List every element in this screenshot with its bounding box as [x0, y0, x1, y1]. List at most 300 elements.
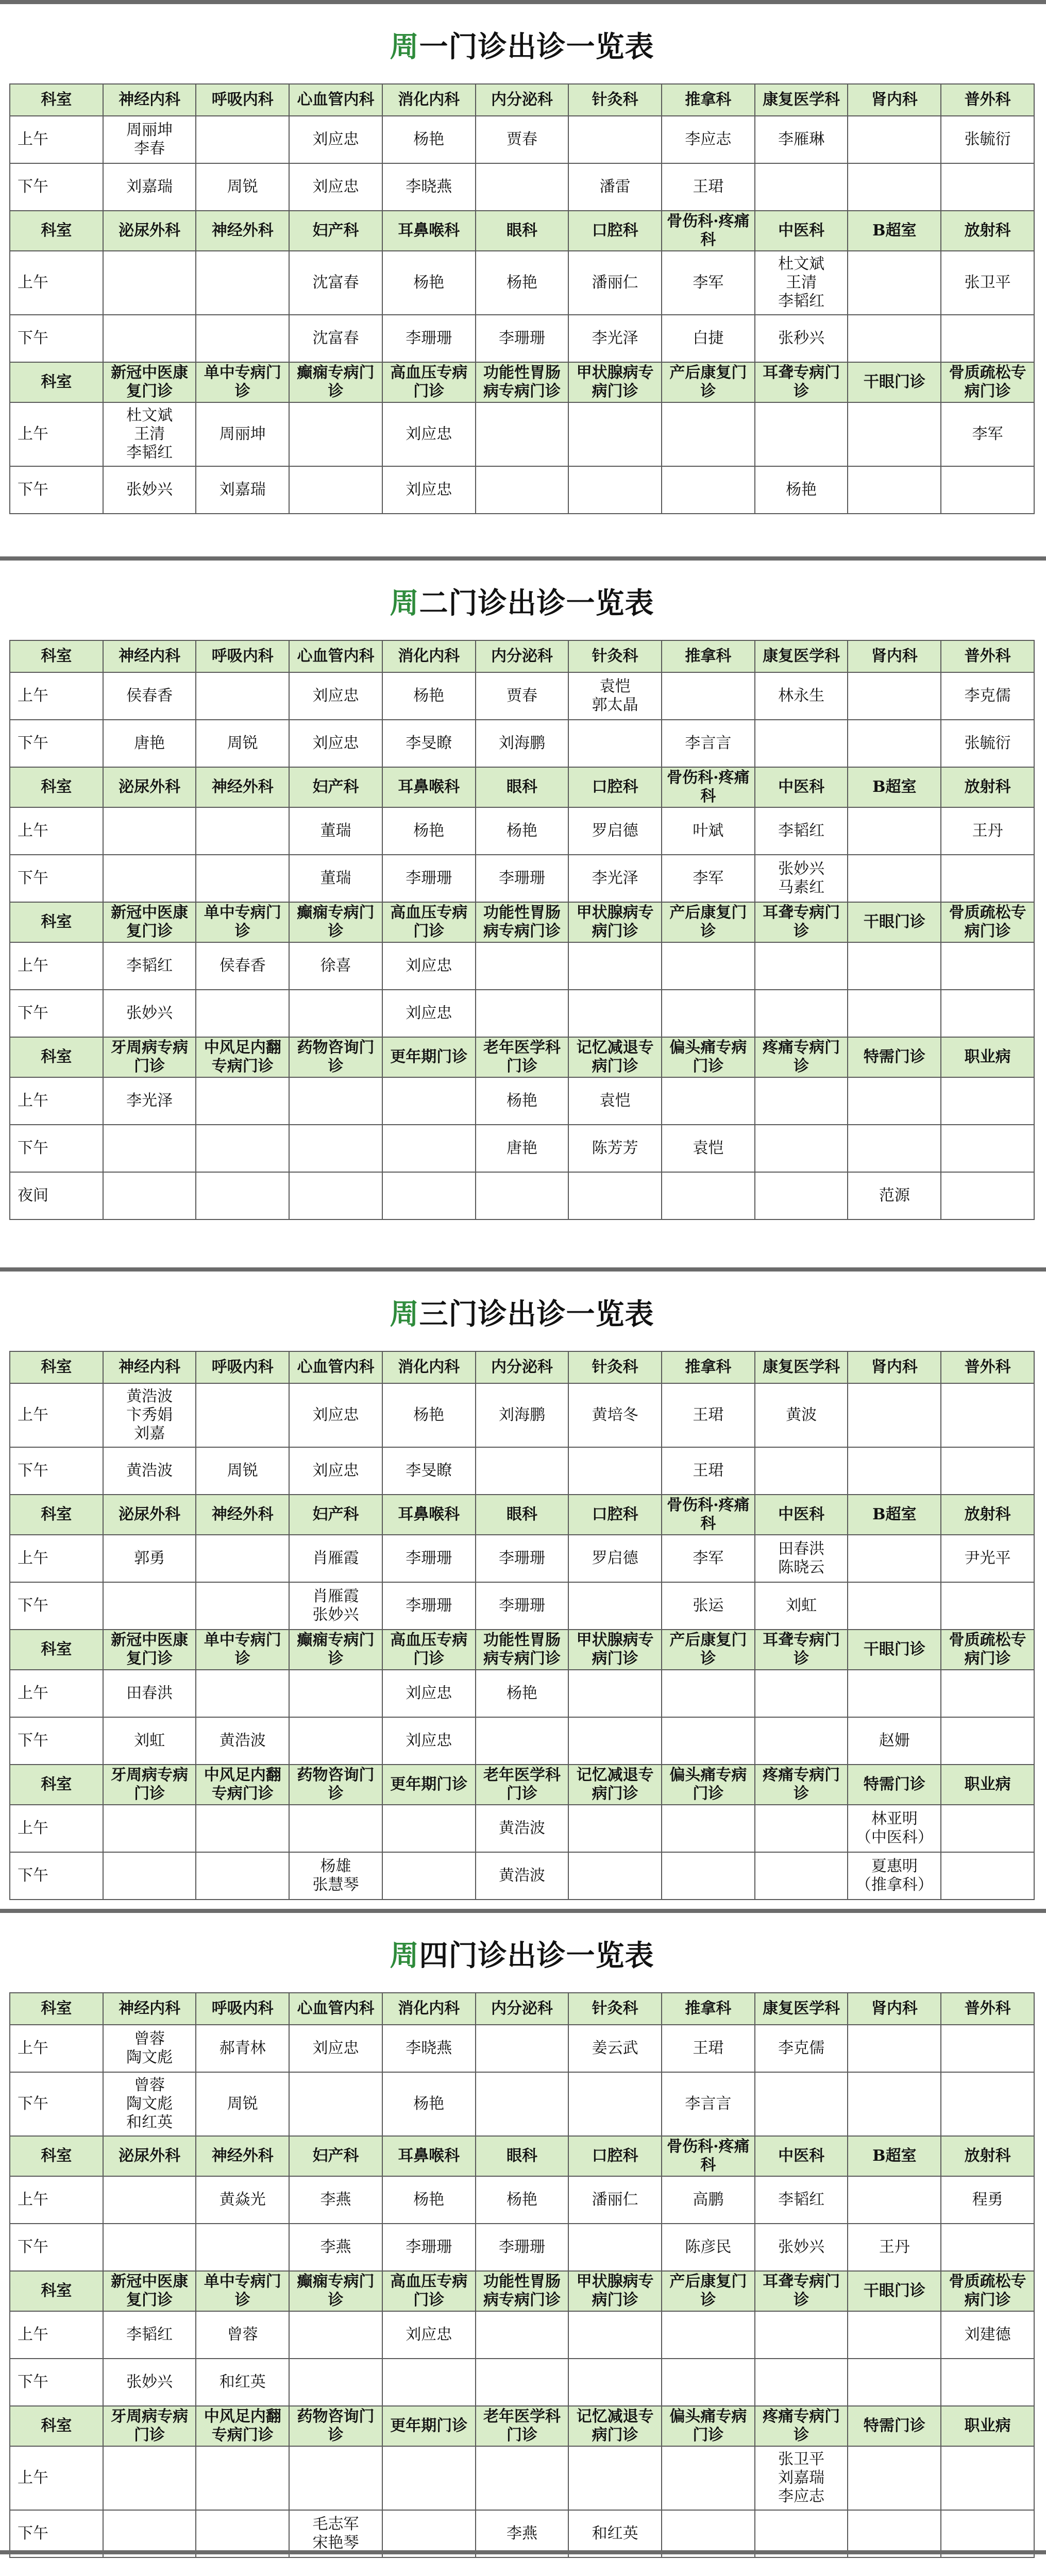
doctor-cell: 李韬红: [103, 942, 196, 990]
header-cell-department: 神经外科: [196, 767, 289, 807]
doctor-cell: 刘海鹏: [476, 720, 569, 767]
doctor-cell: [103, 2224, 196, 2271]
time-slot-cell: 上午: [10, 402, 103, 466]
header-cell-department: 心血管内科: [289, 1351, 382, 1383]
header-cell-department: 肾内科: [848, 84, 941, 116]
header-cell-department: 甲状腺病专病门诊: [568, 902, 662, 942]
day-label-first-char: 周: [390, 1297, 419, 1331]
doctor-cell: 王珺: [662, 163, 755, 211]
table-row: [10, 1125, 1034, 1172]
doctor-cell: [196, 1805, 289, 1852]
header-cell-department: 新冠中医康复门诊: [103, 1630, 196, 1670]
doctor-cell: 李军: [941, 402, 1034, 466]
doctor-cell: 侯春香: [103, 672, 196, 720]
doctor-cell: [755, 2072, 848, 2136]
doctor-cell: [941, 1805, 1034, 1852]
header-row: [10, 84, 1034, 116]
doctor-cell: 杨艳: [476, 807, 569, 855]
header-cell-department: 耳鼻喉科: [382, 2136, 476, 2176]
header-cell-dept-label: 科室: [10, 1765, 103, 1805]
doctor-cell: [662, 402, 755, 466]
doctor-cell: 陈彦民: [662, 2224, 755, 2271]
header-cell-department: 呼吸内科: [196, 1993, 289, 2025]
doctor-cell: 白捷: [662, 315, 755, 362]
doctor-cell: [196, 807, 289, 855]
doctor-cell: 潘丽仁: [568, 251, 662, 315]
doctor-cell: 李光泽: [568, 315, 662, 362]
header-cell-department: 耳聋专病门诊: [755, 902, 848, 942]
day-label-first-char: 周: [390, 1939, 419, 1973]
doctor-cell: 杨艳: [382, 2072, 476, 2136]
doctor-cell: 曾蓉: [196, 2311, 289, 2359]
header-cell-department: 眼科: [476, 1495, 569, 1535]
doctor-cell: [848, 1535, 941, 1582]
doctor-cell: 李珊珊: [382, 1535, 476, 1582]
header-cell-department: 骨质疏松专病门诊: [941, 1630, 1034, 1670]
doctor-cell: 潘雷: [568, 163, 662, 211]
table-row: [10, 672, 1034, 720]
table-row: [10, 2359, 1034, 2406]
doctor-cell: [848, 1077, 941, 1125]
header-cell-department: 中医科: [755, 1495, 848, 1535]
header-row: [10, 2406, 1034, 2446]
table-row: [10, 1717, 1034, 1765]
table-row: [10, 1582, 1034, 1630]
doctor-cell: 姜云武: [568, 2025, 662, 2072]
header-cell-dept-label: 科室: [10, 2406, 103, 2446]
doctor-cell: 范源: [848, 1172, 941, 1219]
schedule-table: [9, 1992, 1035, 2558]
time-slot-cell: 上午: [10, 2176, 103, 2224]
doctor-cell: [848, 2072, 941, 2136]
doctor-cell: [103, 2446, 196, 2510]
doctor-cell: [848, 466, 941, 514]
doctor-cell: 李珊珊: [382, 2224, 476, 2271]
doctor-cell: [476, 1172, 569, 1219]
doctor-cell: [476, 2072, 569, 2136]
time-slot-cell: 下午: [10, 855, 103, 902]
doctor-cell: [196, 1670, 289, 1717]
doctor-cell: 黄浩波: [103, 1447, 196, 1495]
time-slot-cell: 上午: [10, 942, 103, 990]
doctor-cell: [289, 466, 382, 514]
doctor-cell: [755, 1717, 848, 1765]
doctor-cell: [568, 720, 662, 767]
header-cell-department: 妇产科: [289, 211, 382, 251]
doctor-cell: 曾蓉 陶文彪: [103, 2025, 196, 2072]
header-cell-department: 老年医学科门诊: [476, 1037, 569, 1077]
doctor-cell: 杨艳: [382, 1383, 476, 1447]
time-slot-cell: 下午: [10, 2072, 103, 2136]
header-cell-department: 中风足内翻专病门诊: [196, 1765, 289, 1805]
doctor-cell: [755, 942, 848, 990]
doctor-cell: 张秒兴: [755, 315, 848, 362]
header-cell-department: 耳鼻喉科: [382, 1495, 476, 1535]
header-cell-department: 耳鼻喉科: [382, 767, 476, 807]
doctor-cell: 张妙兴: [103, 466, 196, 514]
table-row: [10, 942, 1034, 990]
doctor-cell: [941, 990, 1034, 1037]
time-slot-cell: 上午: [10, 807, 103, 855]
header-cell-department: 耳聋专病门诊: [755, 362, 848, 402]
header-cell-department: 针灸科: [568, 84, 662, 116]
doctor-cell: 杨雄 张慧琴: [289, 1852, 382, 1900]
doctor-cell: 和红英: [196, 2359, 289, 2406]
doctor-cell: [103, 1805, 196, 1852]
doctor-cell: 刘应忠: [382, 990, 476, 1037]
doctor-cell: [289, 1125, 382, 1172]
header-cell-department: 康复医学科: [755, 84, 848, 116]
doctor-cell: 杨艳: [382, 251, 476, 315]
header-cell-department: 眼科: [476, 211, 569, 251]
header-cell-department: B超室: [848, 1495, 941, 1535]
time-slot-cell: 上午: [10, 672, 103, 720]
header-cell-department: 偏头痛专病门诊: [662, 2406, 755, 2446]
doctor-cell: [848, 1383, 941, 1447]
header-cell-department: 干眼门诊: [848, 2271, 941, 2311]
doctor-cell: [196, 1077, 289, 1125]
doctor-cell: 周丽坤 李春: [103, 116, 196, 163]
doctor-cell: [848, 990, 941, 1037]
doctor-cell: 侯春香: [196, 942, 289, 990]
doctor-cell: 沈富春: [289, 315, 382, 362]
doctor-cell: [941, 466, 1034, 514]
schedule-section: [0, 0, 1046, 556]
doctor-cell: 李雁琳: [755, 116, 848, 163]
header-cell-department: 记忆减退专病门诊: [568, 1037, 662, 1077]
doctor-cell: [476, 2446, 569, 2510]
doctor-cell: [941, 2359, 1034, 2406]
header-cell-dept-label: 科室: [10, 902, 103, 942]
table-row: [10, 807, 1034, 855]
header-cell-department: 癫痫专病门诊: [289, 1630, 382, 1670]
time-slot-cell: 下午: [10, 1717, 103, 1765]
doctor-cell: [476, 163, 569, 211]
doctor-cell: 黄浩波: [476, 1852, 569, 1900]
time-slot-cell: 下午: [10, 315, 103, 362]
header-cell-department: 内分泌科: [476, 640, 569, 672]
table-row: [10, 466, 1034, 514]
doctor-cell: [662, 1805, 755, 1852]
header-cell-department: 药物咨询门诊: [289, 1765, 382, 1805]
doctor-cell: 杨艳: [476, 1670, 569, 1717]
header-cell-department: 口腔科: [568, 767, 662, 807]
header-row: [10, 902, 1034, 942]
header-cell-department: 中医科: [755, 211, 848, 251]
header-cell-department: 口腔科: [568, 2136, 662, 2176]
header-cell-department: 内分泌科: [476, 84, 569, 116]
header-cell-department: 功能性胃肠病专病门诊: [476, 362, 569, 402]
doctor-cell: [476, 942, 569, 990]
doctor-cell: [755, 1670, 848, 1717]
doctor-cell: [662, 2359, 755, 2406]
doctor-cell: [289, 1670, 382, 1717]
doctor-cell: [382, 2446, 476, 2510]
header-cell-department: 针灸科: [568, 1993, 662, 2025]
doctor-cell: [848, 942, 941, 990]
header-cell-department: 记忆减退专病门诊: [568, 1765, 662, 1805]
schedule-table: [9, 1351, 1035, 1900]
time-slot-cell: 下午: [10, 2224, 103, 2271]
time-slot-cell: 下午: [10, 1852, 103, 1900]
doctor-cell: [941, 855, 1034, 902]
doctor-cell: 黄培冬: [568, 1383, 662, 1447]
doctor-cell: [662, 990, 755, 1037]
doctor-cell: 刘应忠: [289, 116, 382, 163]
schedule-table: [9, 640, 1035, 1220]
table-row: [10, 116, 1034, 163]
doctor-cell: 高鹏: [662, 2176, 755, 2224]
schedule-section: [0, 1909, 1046, 2550]
doctor-cell: [848, 402, 941, 466]
doctor-cell: [941, 2072, 1034, 2136]
header-cell-department: 高血压专病门诊: [382, 362, 476, 402]
header-cell-department: 耳聋专病门诊: [755, 1630, 848, 1670]
header-cell-department: 新冠中医康复门诊: [103, 2271, 196, 2311]
time-slot-cell: 下午: [10, 466, 103, 514]
doctor-cell: 王珺: [662, 1383, 755, 1447]
table-row: [10, 1383, 1034, 1447]
doctor-cell: 田春洪: [103, 1670, 196, 1717]
doctor-cell: 李光泽: [103, 1077, 196, 1125]
table-row: [10, 402, 1034, 466]
doctor-cell: [476, 1717, 569, 1765]
doctor-cell: 肖雁霞: [289, 1535, 382, 1582]
doctor-cell: [289, 990, 382, 1037]
header-cell-department: 推拿科: [662, 640, 755, 672]
header-row: [10, 767, 1034, 807]
header-cell-department: 肾内科: [848, 1993, 941, 2025]
doctor-cell: [662, 1852, 755, 1900]
doctor-cell: [848, 116, 941, 163]
doctor-cell: [568, 466, 662, 514]
doctor-cell: [568, 942, 662, 990]
doctor-cell: 李克儒: [755, 2025, 848, 2072]
header-cell-department: 产后康复门诊: [662, 1630, 755, 1670]
table-row: [10, 2224, 1034, 2271]
doctor-cell: 张妙兴 马素红: [755, 855, 848, 902]
doctor-cell: [941, 163, 1034, 211]
doctor-cell: [476, 2311, 569, 2359]
doctor-cell: 陈芳芳: [568, 1125, 662, 1172]
header-cell-department: 癫痫专病门诊: [289, 2271, 382, 2311]
doctor-cell: 刘应忠: [382, 2311, 476, 2359]
header-cell-dept-label: 科室: [10, 1495, 103, 1535]
doctor-cell: 徐喜: [289, 942, 382, 990]
doctor-cell: 刘应忠: [382, 942, 476, 990]
header-cell-department: 特需门诊: [848, 1765, 941, 1805]
doctor-cell: [848, 855, 941, 902]
doctor-cell: [196, 2446, 289, 2510]
header-row: [10, 1993, 1034, 2025]
header-cell-department: 神经内科: [103, 1351, 196, 1383]
doctor-cell: 夏惠明 （推拿科）: [848, 1852, 941, 1900]
doctor-cell: [848, 672, 941, 720]
header-cell-department: 放射科: [941, 2136, 1034, 2176]
header-cell-department: 干眼门诊: [848, 362, 941, 402]
doctor-cell: [476, 2359, 569, 2406]
doctor-cell: 李光泽: [568, 855, 662, 902]
doctor-cell: [848, 2025, 941, 2072]
day-label-rest: 三门诊出诊一览表: [419, 1297, 654, 1331]
doctor-cell: [848, 1582, 941, 1630]
header-cell-department: 耳鼻喉科: [382, 211, 476, 251]
header-cell-department: 高血压专病门诊: [382, 2271, 476, 2311]
doctor-cell: 沈富春: [289, 251, 382, 315]
header-cell-department: 眼科: [476, 767, 569, 807]
doctor-cell: 杨艳: [382, 2176, 476, 2224]
doctor-cell: [662, 1670, 755, 1717]
doctor-cell: 周锐: [196, 720, 289, 767]
doctor-cell: [941, 1125, 1034, 1172]
time-slot-cell: 上午: [10, 116, 103, 163]
doctor-cell: [848, 1447, 941, 1495]
doctor-cell: [941, 942, 1034, 990]
table-row: [10, 1805, 1034, 1852]
header-cell-department: 老年医学科门诊: [476, 1765, 569, 1805]
header-cell-department: 放射科: [941, 767, 1034, 807]
header-cell-department: 肾内科: [848, 640, 941, 672]
table-row: [10, 2446, 1034, 2510]
doctor-cell: [662, 2311, 755, 2359]
doctor-cell: 李燕: [289, 2176, 382, 2224]
doctor-cell: 贾春: [476, 116, 569, 163]
doctor-cell: [848, 2446, 941, 2510]
doctor-cell: [382, 2359, 476, 2406]
doctor-cell: 黄浩波: [196, 1717, 289, 1765]
doctor-cell: [568, 116, 662, 163]
doctor-cell: [568, 2446, 662, 2510]
doctor-cell: 罗启德: [568, 1535, 662, 1582]
doctor-cell: 李克儒: [941, 672, 1034, 720]
doctor-cell: 贾春: [476, 672, 569, 720]
time-slot-cell: 下午: [10, 1582, 103, 1630]
header-cell-department: 职业病: [941, 2406, 1034, 2446]
doctor-cell: [568, 1670, 662, 1717]
doctor-cell: 和红英: [568, 2510, 662, 2557]
doctor-cell: 张卫平 刘嘉瑞 李应志: [755, 2446, 848, 2510]
header-cell-department: 功能性胃肠病专病门诊: [476, 1630, 569, 1670]
doctor-cell: 张毓衍: [941, 720, 1034, 767]
doctor-cell: 李应志: [662, 116, 755, 163]
header-cell-department: 疼痛专病门诊: [755, 2406, 848, 2446]
header-cell-dept-label: 科室: [10, 1037, 103, 1077]
doctor-cell: [941, 1447, 1034, 1495]
header-cell-dept-label: 科室: [10, 1630, 103, 1670]
doctor-cell: [568, 2224, 662, 2271]
doctor-cell: [568, 1582, 662, 1630]
header-cell-department: 内分泌科: [476, 1351, 569, 1383]
doctor-cell: [755, 1125, 848, 1172]
doctor-cell: [196, 1535, 289, 1582]
doctor-cell: 周锐: [196, 163, 289, 211]
doctor-cell: [941, 1670, 1034, 1717]
header-cell-department: 呼吸内科: [196, 84, 289, 116]
header-cell-department: 心血管内科: [289, 640, 382, 672]
header-cell-department: 干眼门诊: [848, 1630, 941, 1670]
doctor-cell: 董瑞: [289, 855, 382, 902]
doctor-cell: [476, 990, 569, 1037]
doctor-cell: 李燕: [289, 2224, 382, 2271]
doctor-cell: [755, 1447, 848, 1495]
doctor-cell: 刘应忠: [382, 1717, 476, 1765]
header-cell-department: 特需门诊: [848, 2406, 941, 2446]
doctor-cell: [568, 2072, 662, 2136]
header-cell-department: 疼痛专病门诊: [755, 1765, 848, 1805]
doctor-cell: 李军: [662, 1535, 755, 1582]
header-cell-department: 更年期门诊: [382, 2406, 476, 2446]
header-cell-department: B超室: [848, 767, 941, 807]
day-label-first-char: 周: [390, 586, 419, 620]
doctor-cell: 张毓衍: [941, 116, 1034, 163]
doctor-cell: [941, 315, 1034, 362]
doctor-cell: 杨艳: [382, 807, 476, 855]
doctor-cell: [196, 1383, 289, 1447]
doctor-cell: [755, 1805, 848, 1852]
doctor-cell: [941, 1717, 1034, 1765]
header-cell-department: 中风足内翻专病门诊: [196, 1037, 289, 1077]
doctor-cell: [941, 1582, 1034, 1630]
doctor-cell: 刘虹: [755, 1582, 848, 1630]
doctor-cell: [196, 1125, 289, 1172]
header-cell-department: 更年期门诊: [382, 1765, 476, 1805]
doctor-cell: [476, 466, 569, 514]
doctor-cell: [476, 1447, 569, 1495]
header-cell-department: 骨伤科·疼痛科: [662, 211, 755, 251]
header-cell-department: 泌尿外科: [103, 211, 196, 251]
header-cell-department: 神经外科: [196, 1495, 289, 1535]
doctor-cell: 杜文斌 王清 李韬红: [755, 251, 848, 315]
doctor-cell: [103, 1125, 196, 1172]
header-cell-department: 新冠中医康复门诊: [103, 902, 196, 942]
doctor-cell: 刘应忠: [289, 1383, 382, 1447]
header-row: [10, 1037, 1034, 1077]
header-cell-department: 内分泌科: [476, 1993, 569, 2025]
header-cell-department: 推拿科: [662, 1993, 755, 2025]
doctor-cell: [103, 855, 196, 902]
doctor-cell: [568, 2311, 662, 2359]
doctor-cell: 刘建德: [941, 2311, 1034, 2359]
header-cell-dept-label: 科室: [10, 211, 103, 251]
table-row: [10, 2176, 1034, 2224]
header-row: [10, 1351, 1034, 1383]
doctor-cell: 黄焱光: [196, 2176, 289, 2224]
doctor-cell: [755, 990, 848, 1037]
doctor-cell: 王丹: [941, 807, 1034, 855]
header-cell-department: 普外科: [941, 1351, 1034, 1383]
doctor-cell: [196, 1582, 289, 1630]
doctor-cell: [568, 2359, 662, 2406]
header-cell-department: 心血管内科: [289, 1993, 382, 2025]
header-cell-department: 泌尿外科: [103, 2136, 196, 2176]
doctor-cell: 李军: [662, 855, 755, 902]
header-cell-department: 癫痫专病门诊: [289, 362, 382, 402]
doctor-cell: [103, 2176, 196, 2224]
doctor-cell: [755, 1077, 848, 1125]
table-row: [10, 1172, 1034, 1219]
header-cell-department: 消化内科: [382, 84, 476, 116]
doctor-cell: 杨艳: [382, 672, 476, 720]
doctor-cell: 郝青林: [196, 2025, 289, 2072]
header-cell-department: 特需门诊: [848, 1037, 941, 1077]
header-cell-department: 泌尿外科: [103, 1495, 196, 1535]
doctor-cell: [848, 1670, 941, 1717]
header-cell-dept-label: 科室: [10, 640, 103, 672]
table-row: [10, 990, 1034, 1037]
doctor-cell: [196, 251, 289, 315]
doctor-cell: 刘嘉瑞: [103, 163, 196, 211]
doctor-cell: 肖雁霞 张妙兴: [289, 1582, 382, 1630]
